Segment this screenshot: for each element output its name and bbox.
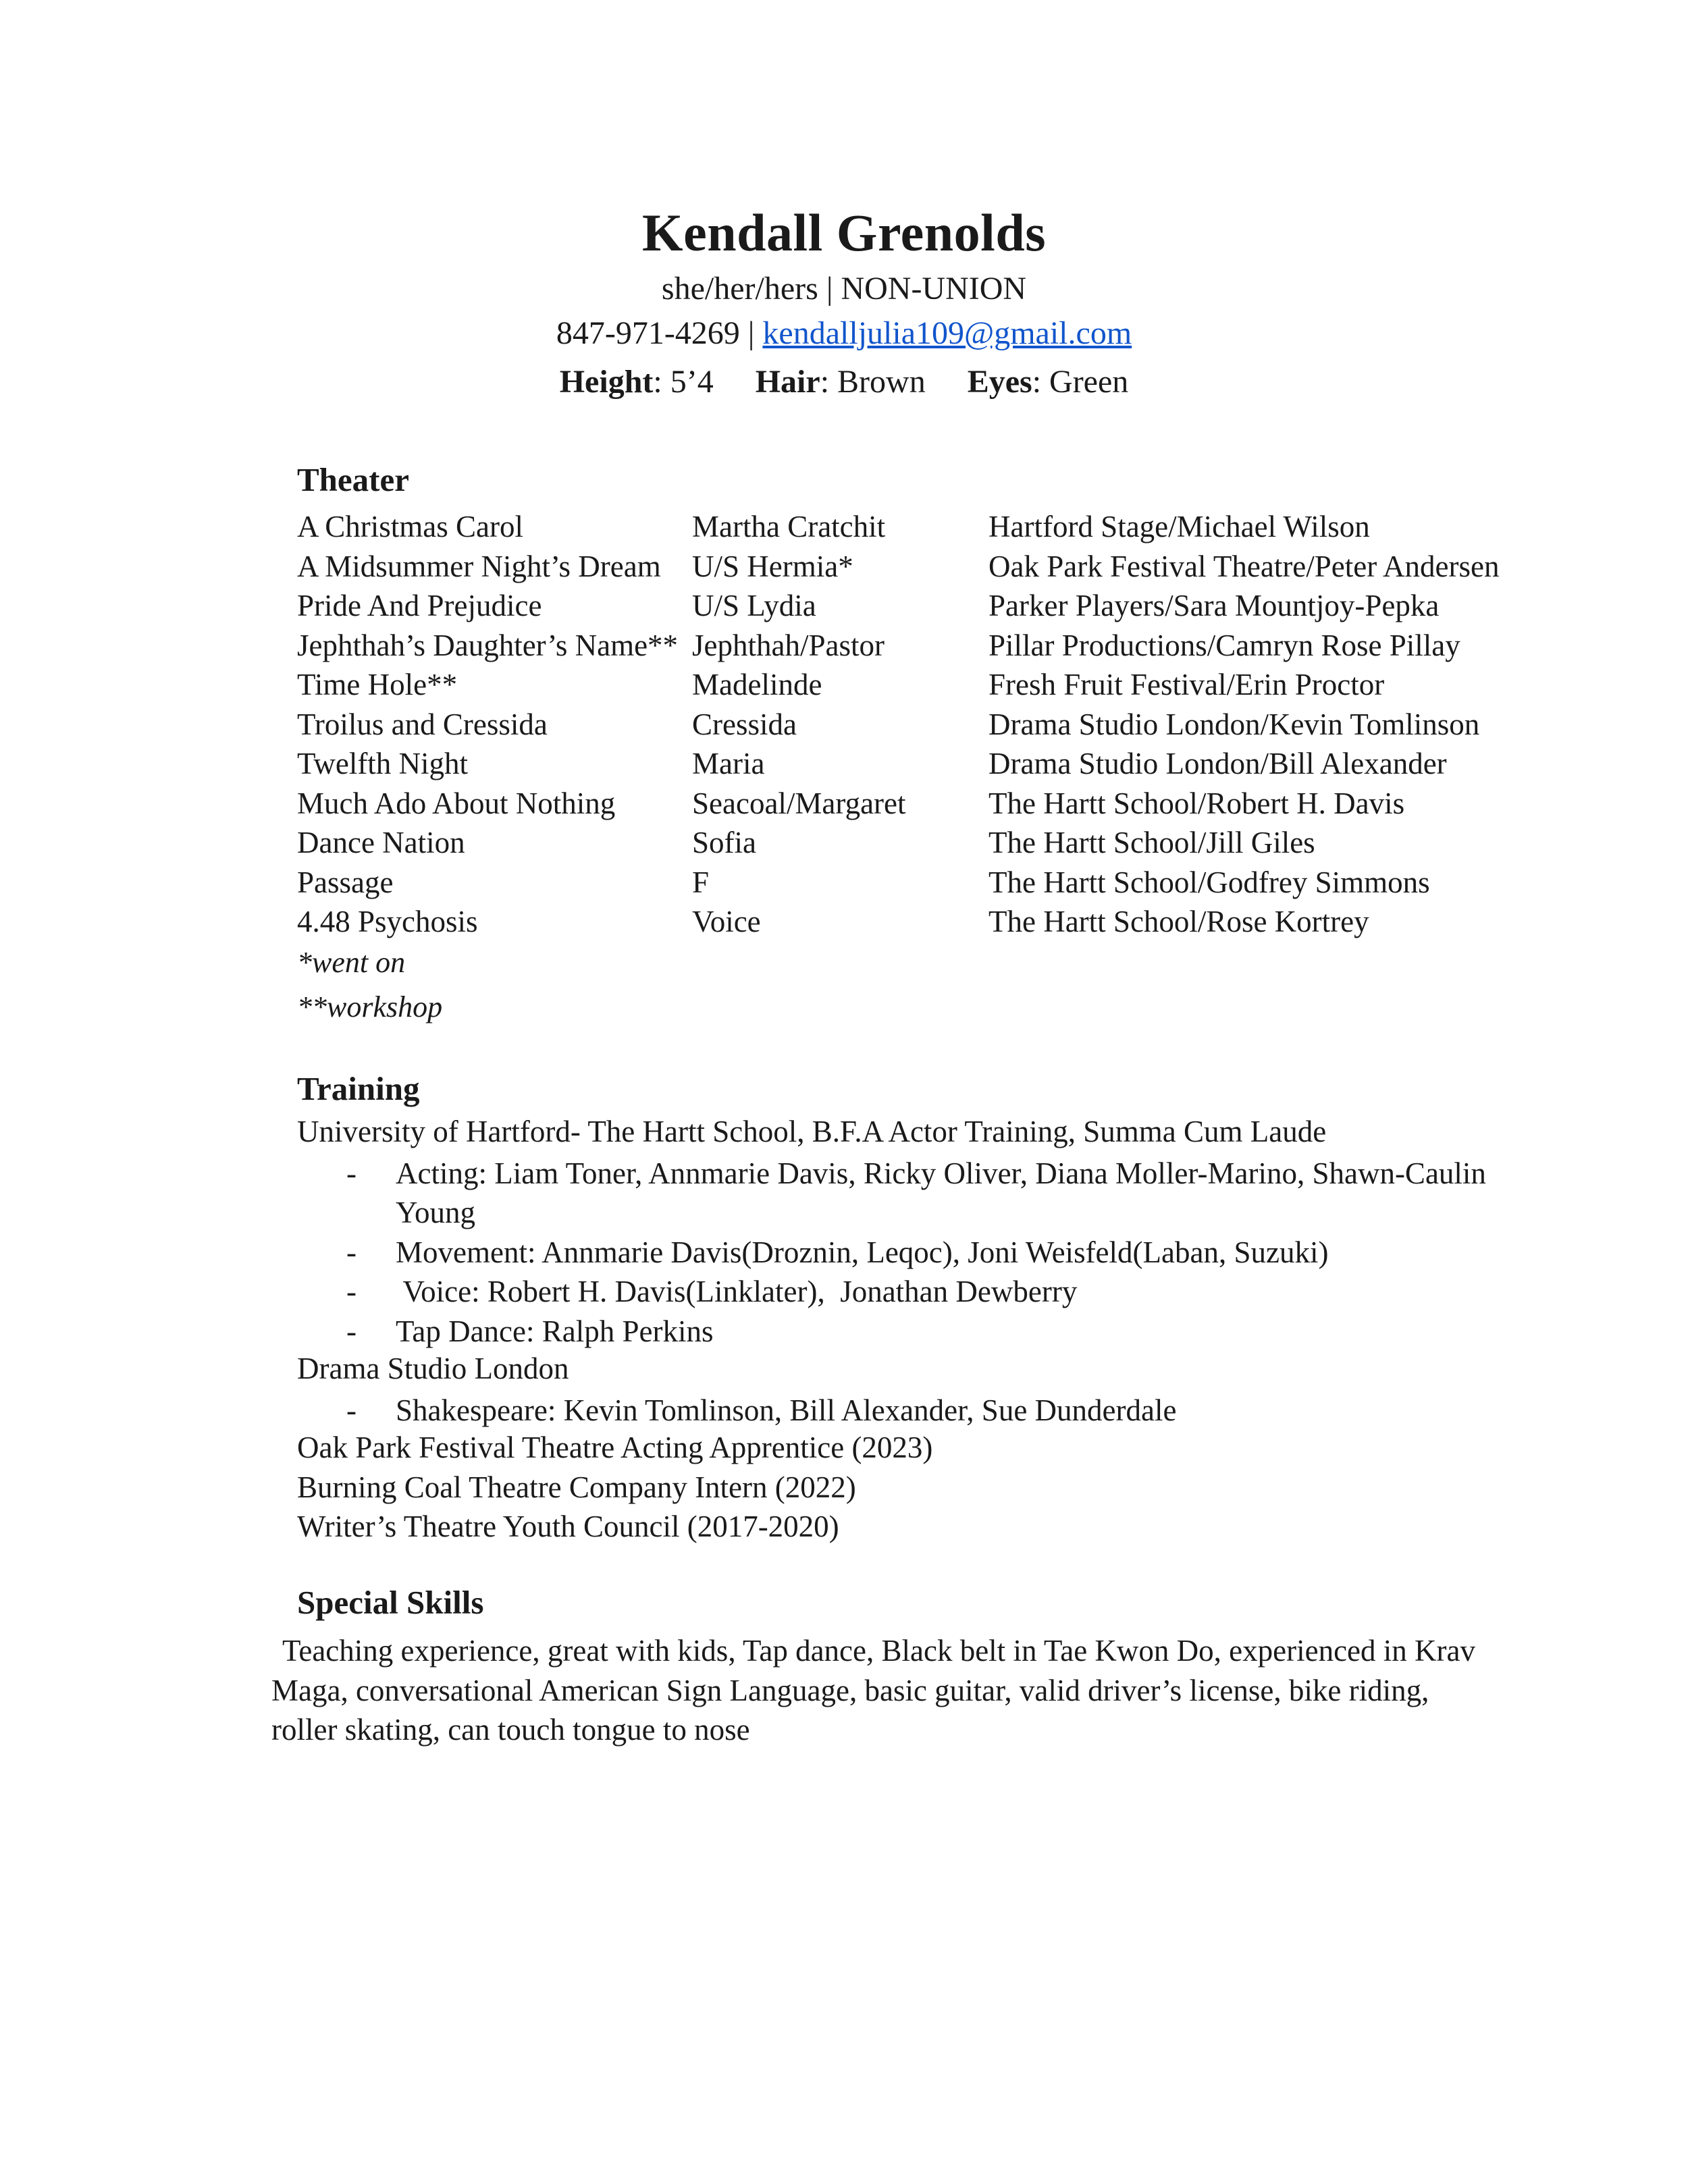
training-detail: Movement: Annmarie Davis(Droznin, Leqoc), Joni Weisfeld(Laban, Suzuki) bbox=[396, 1235, 1329, 1269]
training-detail: Voice: Robert H. Davis(Linklater), Jonathan Dewberry bbox=[396, 1275, 1078, 1308]
credit-role: Madelinde bbox=[692, 668, 822, 701]
credit-show: A Midsummer Night’s Dream bbox=[297, 549, 661, 583]
credit-role: Jephthah/Pastor bbox=[692, 628, 885, 662]
credit-role: Martha Cratchit bbox=[692, 510, 886, 543]
credit-show: 4.48 Psychosis bbox=[297, 905, 478, 938]
credit-show: Much Ado About Nothing bbox=[297, 786, 616, 820]
credit-row bbox=[297, 825, 1485, 865]
credit-row bbox=[297, 667, 1485, 707]
credit-role: U/S Lydia bbox=[692, 589, 816, 622]
credit-company-director: The Hartt School/Robert H. Davis bbox=[988, 786, 1405, 820]
phone-number: 847-971-4269 bbox=[556, 315, 740, 351]
credit-company-director: Parker Players/Sara Mountjoy-Pepka bbox=[988, 589, 1440, 622]
credit-show: A Christmas Carol bbox=[297, 510, 523, 543]
bullet-dash: - bbox=[346, 1393, 357, 1427]
credit-company-director: The Hartt School/Rose Kortrey bbox=[988, 905, 1369, 938]
credit-company-director: Oak Park Festival Theatre/Peter Andersen bbox=[988, 549, 1500, 583]
credit-role: Cressida bbox=[692, 707, 797, 741]
footnote-workshop: **workshop bbox=[297, 990, 443, 1023]
height-label: Height bbox=[559, 364, 654, 400]
training-school: Drama Studio London bbox=[297, 1352, 569, 1385]
contact-separator: | bbox=[747, 315, 755, 351]
credit-role: Sofia bbox=[692, 826, 756, 859]
credit-row bbox=[297, 707, 1485, 747]
credit-row bbox=[297, 588, 1485, 628]
credit-company-director: Hartford Stage/Michael Wilson bbox=[988, 510, 1370, 543]
credit-role: Maria bbox=[692, 747, 765, 780]
contact-line bbox=[0, 315, 1688, 352]
footnote-went-on: *went on bbox=[297, 946, 406, 979]
bullet-dash: - bbox=[346, 1275, 357, 1308]
height-value: : 5’4 bbox=[653, 364, 714, 400]
credit-role: F bbox=[692, 865, 710, 899]
bullet-dash: - bbox=[346, 1314, 357, 1348]
hair-label: Hair bbox=[755, 364, 820, 400]
theater-heading: Theater bbox=[297, 461, 409, 498]
eyes-label: Eyes bbox=[967, 364, 1032, 400]
credit-row bbox=[297, 904, 1485, 944]
training-experience: Oak Park Festival Theatre Acting Apprentice (2023) bbox=[297, 1431, 933, 1464]
credit-row bbox=[297, 865, 1485, 905]
email-link[interactable]: kendalljulia109@gmail.com bbox=[762, 315, 1132, 351]
credit-show: Twelfth Night bbox=[297, 747, 469, 780]
credit-show: Jephthah’s Daughter’s Name** bbox=[297, 628, 679, 662]
theater-credits-table bbox=[297, 509, 1500, 944]
credit-role: Seacoal/Margaret bbox=[692, 786, 906, 820]
training-school: University of Hartford- The Hartt School, B.F.A Actor Training, Summa Cum Laude bbox=[297, 1115, 1327, 1148]
training-bullet-item bbox=[297, 1233, 1512, 1273]
credit-show: Pride And Prejudice bbox=[297, 589, 542, 622]
special-skills-text: Teaching experience, great with kids, Tap dance, Black belt in Tae Kwon Do, experienced in Krav Maga, conversational American Sign Language, basic guitar, valid driver’s license, bike riding, roller skating, can touch tongue to nose bbox=[271, 1634, 1475, 1747]
training-experience: Burning Coal Theatre Company Intern (2022) bbox=[297, 1470, 856, 1504]
training-bullet-item bbox=[297, 1272, 1512, 1312]
credit-company-director: Fresh Fruit Festival/Erin Proctor bbox=[988, 668, 1385, 701]
credit-show: Time Hole** bbox=[297, 668, 458, 701]
training-experience: Writer’s Theatre Youth Council (2017-2020) bbox=[297, 1510, 839, 1543]
actor-name: Kendall Grenolds bbox=[641, 203, 1047, 262]
credit-show: Passage bbox=[297, 865, 394, 899]
training-bullet-item bbox=[297, 1391, 1512, 1431]
credit-row bbox=[297, 509, 1485, 549]
credit-role: U/S Hermia* bbox=[692, 549, 853, 583]
special-skills-heading: Special Skills bbox=[297, 1584, 484, 1621]
training-detail: Acting: Liam Toner, Annmarie Davis, Ricky Oliver, Diana Moller-Marino, Shawn-Caulin Young bbox=[396, 1156, 1486, 1229]
eyes-value: : Green bbox=[1032, 364, 1129, 400]
credit-row bbox=[297, 549, 1500, 589]
training-detail: Tap Dance: Ralph Perkins bbox=[396, 1314, 714, 1348]
credit-row bbox=[297, 746, 1485, 786]
credit-show: Dance Nation bbox=[297, 826, 465, 859]
credit-row bbox=[297, 628, 1485, 668]
hair-value: : Brown bbox=[820, 364, 926, 400]
bullet-dash: - bbox=[346, 1156, 357, 1190]
credit-company-director: Drama Studio London/Kevin Tomlinson bbox=[988, 707, 1480, 741]
credit-company-director: The Hartt School/Godfrey Simmons bbox=[988, 865, 1430, 899]
credit-show: Troilus and Cressida bbox=[297, 707, 548, 741]
physical-stats bbox=[0, 363, 1688, 400]
pronouns-union-status: she/her/hers | NON-UNION bbox=[661, 271, 1027, 307]
credit-role: Voice bbox=[692, 905, 761, 938]
training-bullet-item bbox=[297, 1154, 1512, 1233]
training-detail: Shakespeare: Kevin Tomlinson, Bill Alexander, Sue Dunderdale bbox=[396, 1393, 1177, 1427]
training-bullet-item bbox=[297, 1312, 1512, 1352]
bullet-dash: - bbox=[346, 1235, 357, 1269]
credit-company-director: Pillar Productions/Camryn Rose Pillay bbox=[988, 628, 1460, 662]
training-list bbox=[297, 1114, 1512, 1549]
training-heading: Training bbox=[297, 1070, 420, 1107]
credit-row bbox=[297, 786, 1485, 826]
credit-company-director: The Hartt School/Jill Giles bbox=[988, 826, 1315, 859]
credit-company-director: Drama Studio London/Bill Alexander bbox=[988, 747, 1447, 780]
